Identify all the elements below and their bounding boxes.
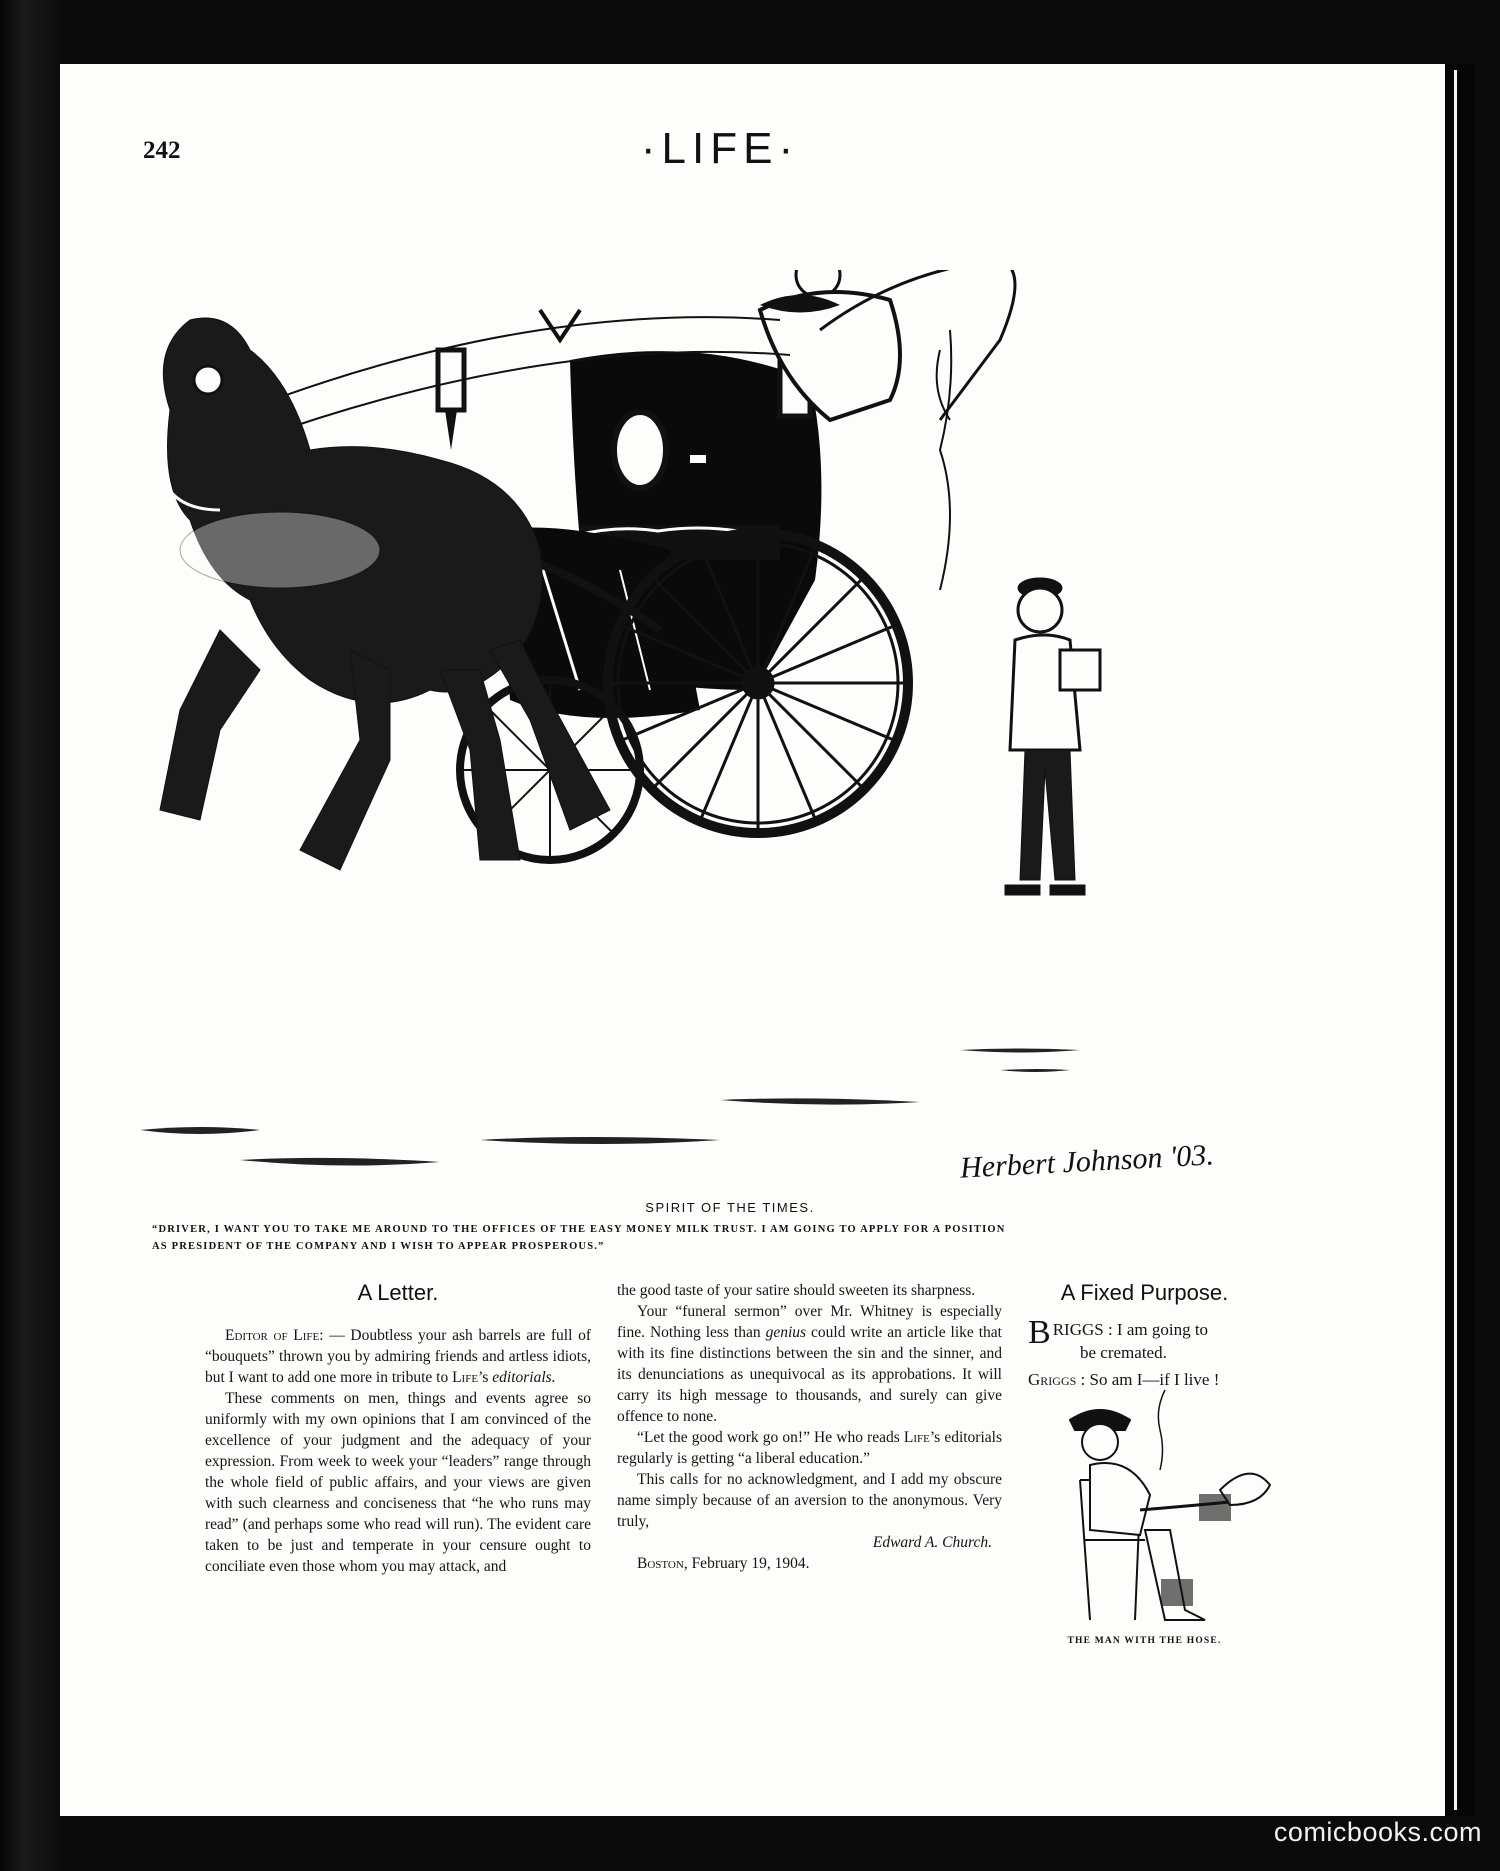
artist-signature: Herbert Johnson '03. bbox=[959, 1138, 1215, 1185]
fixed-purpose-heading: A Fixed Purpose. bbox=[1060, 1280, 1229, 1305]
letter-paragraph-4: “Let the good work go on!” He who reads Life’s editorials regularly is getting “a liberal education.” bbox=[617, 1429, 1002, 1467]
masthead: ·LIFE· bbox=[640, 124, 800, 173]
letter-column-2 bbox=[617, 1280, 1002, 1574]
letter-continuation: the good taste of your satire should sweeten its sharpness. bbox=[617, 1282, 976, 1299]
cartoon-title: SPIRIT OF THE TIMES. bbox=[645, 1200, 815, 1215]
cab-large-wheel bbox=[608, 533, 908, 833]
letter-salutation: Editor of Life bbox=[225, 1327, 320, 1344]
next-page-edge bbox=[1454, 70, 1457, 1810]
briggs-line: BRIGGS : I am going to bbox=[1028, 1314, 1209, 1351]
man-with-hose-caption: THE MAN WITH THE HOSE. bbox=[1067, 1636, 1222, 1646]
letter-paragraph-2: These comments on men, things and events agree so uniformly with my own opinions that I am convinced of the excellence of your judgment and the adequacy of your expression. From week to week your “leaders” range through the whole field of public affairs, and your views are given with such clearness and conciseness that “he who runs may read” (and perhaps some who read will run). The evident care taken to be just and temperate in your censure ought to conciliate even those whom you may attack, and bbox=[205, 1390, 591, 1575]
letter-signature: Edward A. Church. bbox=[872, 1534, 992, 1551]
book-spine bbox=[1445, 64, 1475, 1816]
newsboy bbox=[940, 330, 1100, 895]
letter-paragraph-5: This calls for no acknowledgment, and I add my obscure name simply because of an aversion to the anonymous. Very truly, bbox=[617, 1471, 1002, 1530]
letter-column-1 bbox=[205, 1325, 591, 1577]
drop-cap: B bbox=[1028, 1314, 1051, 1351]
letter-heading: A Letter. bbox=[357, 1280, 439, 1305]
cartoon-caption-line-1: “DRIVER, I WANT YOU TO TAKE ME AROUND TO THE OFFICES OF THE EASY MONEY MILK TRUST. I AM GOING TO APPLY FOR A POSITION bbox=[152, 1224, 1006, 1235]
man-with-hose-illustration bbox=[1050, 1380, 1280, 1640]
watermark: comicbooks.com bbox=[1273, 1817, 1482, 1847]
briggs-line-2: be cremated. bbox=[1080, 1343, 1167, 1362]
letter-dateline: Boston, February 19, 1904. bbox=[637, 1555, 810, 1572]
cartoon-illustration bbox=[100, 270, 1240, 1190]
page-number: 242 bbox=[143, 137, 181, 164]
cartoon-caption bbox=[152, 1221, 1282, 1255]
scan-border bbox=[0, 0, 60, 1871]
letter-paragraph-1: Editor of Life: — Doubtless your ash barrels are full of “bouquets” thrown you by admiring friends and artless idiots, but I want to add one more in tribute to Life’s editorials. bbox=[205, 1327, 591, 1386]
cartoon-caption-line-2: AS PRESIDENT OF THE COMPANY AND I WISH TO APPEAR PROSPEROUS.” bbox=[152, 1241, 605, 1252]
letter-paragraph-3: Your “funeral sermon” over Mr. Whitney is especially fine. Nothing less than genius could write an article like that with its fine distinctions between the sin and the sinner, and its denunciations as unequivocal as its approbations. It will carry its high message to thousands, and surely can give offence to none. bbox=[617, 1303, 1002, 1425]
griggs-line: Griggs : So am I—if I live ! bbox=[1028, 1370, 1220, 1389]
ground-reflections bbox=[140, 1049, 1080, 1166]
